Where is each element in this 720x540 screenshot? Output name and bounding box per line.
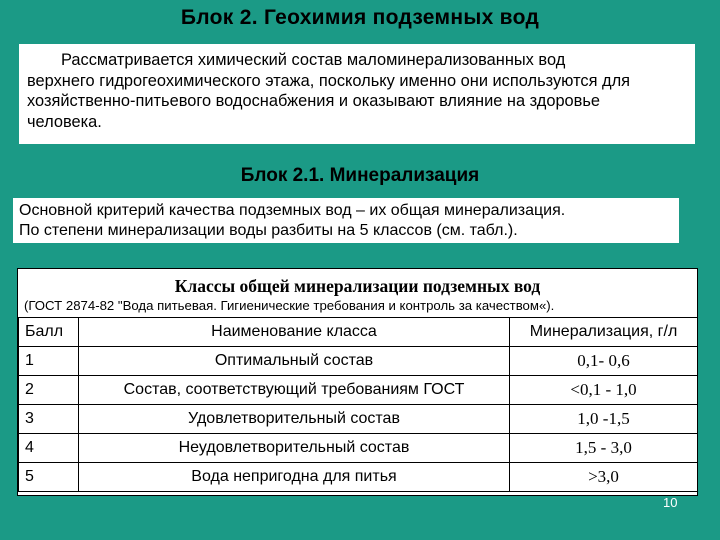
row-mineralization: 1,5 - 3,0 <box>510 434 698 463</box>
intro-line-4: человека. <box>27 112 102 131</box>
row-mineralization: <0,1 - 1,0 <box>510 376 698 405</box>
table-row <box>19 434 698 463</box>
header-mineralization: Минерализация, г/л <box>510 318 698 347</box>
table-row <box>19 376 698 405</box>
intro-text-box <box>19 44 695 144</box>
mineralization-table <box>18 317 698 492</box>
intro-line-1 <box>27 50 687 71</box>
row-score: 5 <box>19 463 79 492</box>
row-score: 4 <box>19 434 79 463</box>
row-class-name: Вода непригодна для питья <box>79 463 510 492</box>
row-class-name: Неудовлетворительный состав <box>79 434 510 463</box>
table-row <box>19 463 698 492</box>
table-source-note: (ГОСТ 2874-82 "Вода питьевая. Гигиенические требования и контроль за качеством«). <box>24 298 555 313</box>
header-class-name: Наименование класса <box>79 318 510 347</box>
intro-line-2: верхнего гидрогеохимического этажа, поскольку именно они используются для <box>27 71 631 90</box>
section-subtitle: Блок 2.1. Минерализация <box>240 165 480 186</box>
row-score: 1 <box>19 347 79 376</box>
row-class-name: Удовлетворительный состав <box>79 405 510 434</box>
table-row <box>19 347 698 376</box>
row-score: 3 <box>19 405 79 434</box>
criteria-line-2: По степени минерализации воды разбиты на 5 классов (см. табл.). <box>19 222 518 239</box>
row-class-name: Состав, соответствующий требованиям ГОСТ <box>79 376 510 405</box>
page-title: Блок 2. Геохимия подземных вод <box>180 6 540 29</box>
intro-line-1-text: Рассматривается химический состав маломинерализованных вод <box>61 51 566 69</box>
criteria-text-box <box>13 198 679 243</box>
page-number: 10 <box>663 495 678 510</box>
mineralization-table-panel <box>17 268 698 496</box>
table-row <box>19 405 698 434</box>
row-mineralization: 1,0 -1,5 <box>510 405 698 434</box>
table-header-row <box>19 318 698 347</box>
row-mineralization: 0,1- 0,6 <box>510 347 698 376</box>
row-score: 2 <box>19 376 79 405</box>
header-score: Балл <box>19 318 79 347</box>
criteria-line-1: Основной критерий качества подземных вод – их общая минерализация. <box>19 202 566 219</box>
row-mineralization: >3,0 <box>510 463 698 492</box>
intro-line-3: хозяйственно-питьевого водоснабжения и оказывают влияние на здоровье <box>27 92 601 111</box>
row-class-name: Оптимальный состав <box>79 347 510 376</box>
table-title: Классы общей минерализации подземных вод <box>174 276 541 296</box>
